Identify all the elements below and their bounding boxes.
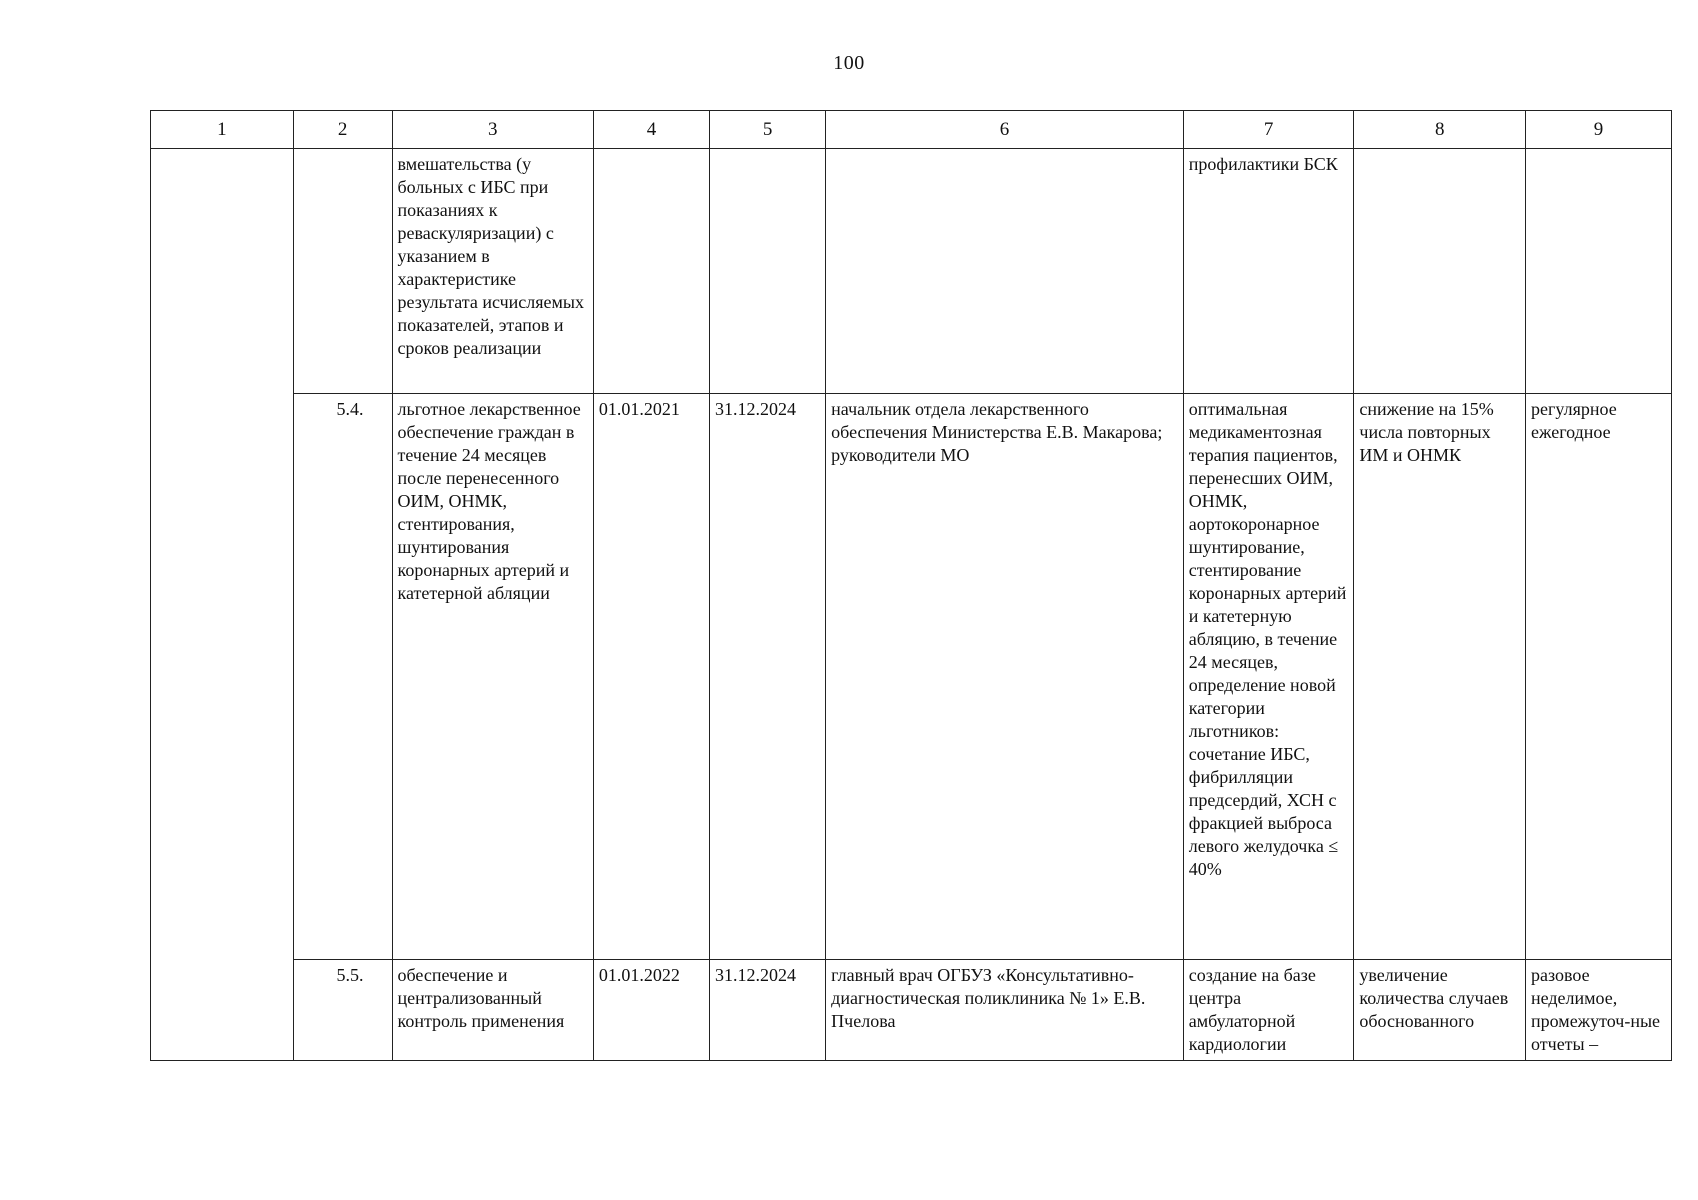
table-row: [151, 960, 1672, 1061]
indicator-cell: снижение на 15% числа повторных ИМ и ОНМК: [1354, 394, 1526, 960]
measure-cell: льготное лекарственное обеспечение граждан в течение 24 месяцев после перенесенного ОИМ, ОНМК, стентирования, шунтирования коронарных артерий и катетерной абляции: [392, 394, 593, 960]
end-date-cell: [710, 149, 826, 394]
column-header-9: 9: [1526, 111, 1672, 149]
action-plan-table: [150, 110, 1672, 1061]
column-header-7: 7: [1183, 111, 1354, 149]
column-header-3: 3: [392, 111, 593, 149]
start-date-cell: [593, 149, 709, 394]
column-header-6: 6: [826, 111, 1184, 149]
periodicity-cell: регулярное ежегодное: [1526, 394, 1672, 960]
result-cell: создание на базе центра амбулаторной кардиологии: [1183, 960, 1354, 1061]
column-number-row: [151, 111, 1672, 149]
periodicity-cell: разовое неделимое, промежуточ-ные отчеты –: [1526, 960, 1672, 1061]
column-header-1: 1: [151, 111, 294, 149]
start-date-cell: 01.01.2021: [593, 394, 709, 960]
periodicity-cell: [1526, 149, 1672, 394]
section-cell: [151, 149, 294, 1061]
measure-cell: вмешательства (у больных с ИБС при показаниях к реваскуляризации) с указанием в характеристике результата исчисляемых показателей, этапов и сроков реализации: [392, 149, 593, 394]
column-header-8: 8: [1354, 111, 1526, 149]
table-row: [151, 149, 1672, 394]
column-header-4: 4: [593, 111, 709, 149]
item-number-cell: [293, 149, 392, 394]
table-row: [151, 394, 1672, 960]
item-number-cell: 5.5.: [293, 960, 392, 1061]
indicator-cell: увеличение количества случаев обоснованного: [1354, 960, 1526, 1061]
measure-cell: обеспечение и централизованный контроль применения: [392, 960, 593, 1061]
indicator-cell: [1354, 149, 1526, 394]
item-number-cell: 5.4.: [293, 394, 392, 960]
column-header-5: 5: [710, 111, 826, 149]
responsible-cell: [826, 149, 1184, 394]
end-date-cell: 31.12.2024: [710, 394, 826, 960]
responsible-cell: главный врач ОГБУЗ «Консультативно-диагностическая поликлиника № 1» Е.В. Пчелова: [826, 960, 1184, 1061]
end-date-cell: 31.12.2024: [710, 960, 826, 1061]
result-cell: оптимальная медикаментозная терапия пациентов, перенесших ОИМ, ОНМК, аортокоронарное шунтирование, стентирование коронарных артерий и катетерную абляцию, в течение 24 месяцев, определение новой категории льготников: сочетание ИБС, фибрилляции предсердий, ХСН с фракцией выброса левого желудочка ≤ 40%: [1183, 394, 1354, 960]
result-cell: профилактики БСК: [1183, 149, 1354, 394]
responsible-cell: начальник отдела лекарственного обеспечения Министерства Е.В. Макарова; руководители МО: [826, 394, 1184, 960]
column-header-2: 2: [293, 111, 392, 149]
page-number: 100: [833, 52, 865, 74]
start-date-cell: 01.01.2022: [593, 960, 709, 1061]
